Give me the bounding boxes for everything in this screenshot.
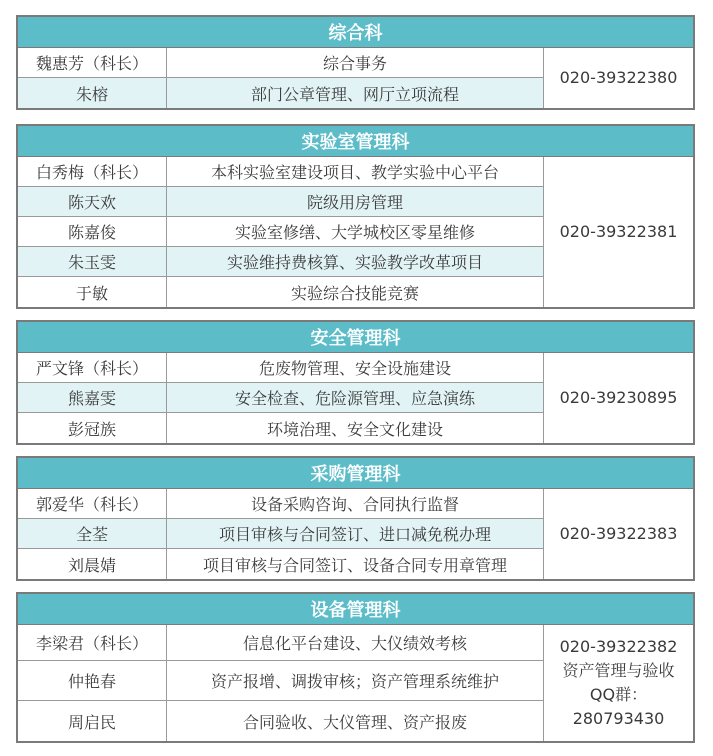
section-equipment [16, 592, 695, 743]
staff-name: 彭冠族 [18, 413, 167, 443]
staff-duty: 信息化平台建设、大仪绩效考核 [167, 625, 544, 661]
staff-name: 白秀梅（科长） [18, 157, 167, 187]
staff-duty: 资产报增、调拨审核；资产管理系统维护 [167, 661, 544, 701]
section-title: 采购管理科 [18, 458, 693, 489]
phone-line: 020-39322380 [559, 68, 678, 87]
staff-name: 周启民 [18, 701, 167, 741]
staff-duty: 实验室修缮、大学城校区零星维修 [167, 217, 544, 247]
staff-name: 朱玉雯 [18, 247, 167, 277]
section-procurement [16, 456, 695, 581]
section-title: 实验室管理科 [18, 126, 693, 157]
staff-duty: 本科实验室建设项目、教学实验中心平台 [167, 157, 544, 187]
section-phone [544, 48, 693, 108]
staff-duty: 危废物管理、安全设施建设 [167, 353, 544, 383]
staff-duty: 项目审核与合同签订、设备合同专用章管理 [167, 549, 544, 579]
staff-name: 全荃 [18, 519, 167, 549]
qq-number: 280793430 [572, 709, 665, 728]
qq-group-label: 资产管理与验收 [562, 661, 675, 680]
phone-line: 020-39322383 [559, 524, 678, 543]
qq-label: QQ群： [589, 685, 648, 704]
staff-duty: 实验综合技能竞赛 [167, 277, 544, 307]
staff-name: 严文锋（科长） [18, 353, 167, 383]
section-phone [544, 625, 693, 741]
staff-name: 李梁君（科长） [18, 625, 167, 661]
section-safety [16, 320, 695, 445]
staff-name: 刘晨婧 [18, 549, 167, 579]
staff-name: 魏惠芳（科长） [18, 48, 167, 78]
staff-duty: 安全检查、危险源管理、应急演练 [167, 383, 544, 413]
phone-line: 020-39230895 [559, 388, 678, 407]
staff-duty: 合同验收、大仪管理、资产报废 [167, 701, 544, 741]
staff-name: 熊嘉雯 [18, 383, 167, 413]
section-title: 安全管理科 [18, 322, 693, 353]
section-title: 设备管理科 [18, 594, 693, 625]
phone-line: 020-39322381 [559, 222, 678, 241]
section-phone [544, 489, 693, 579]
section-phone [544, 353, 693, 443]
staff-duty: 实验维持费核算、实验教学改革项目 [167, 247, 544, 277]
section-lab [16, 124, 695, 309]
phone-line: 020-39322382 [559, 637, 678, 656]
staff-duty: 院级用房管理 [167, 187, 544, 217]
staff-duty: 环境治理、安全文化建设 [167, 413, 544, 443]
staff-duty: 部门公章管理、网厅立项流程 [167, 78, 544, 108]
section-phone [544, 157, 693, 307]
staff-name: 郭爱华（科长） [18, 489, 167, 519]
staff-name: 陈天欢 [18, 187, 167, 217]
section-general [16, 15, 695, 110]
staff-duty: 设备采购咨询、合同执行监督 [167, 489, 544, 519]
staff-name: 仲艳春 [18, 661, 167, 701]
staff-name: 朱榕 [18, 78, 167, 108]
staff-duty: 项目审核与合同签订、进口减免税办理 [167, 519, 544, 549]
section-title: 综合科 [18, 17, 693, 48]
staff-name: 于敏 [18, 277, 167, 307]
staff-duty: 综合事务 [167, 48, 544, 78]
staff-name: 陈嘉俊 [18, 217, 167, 247]
